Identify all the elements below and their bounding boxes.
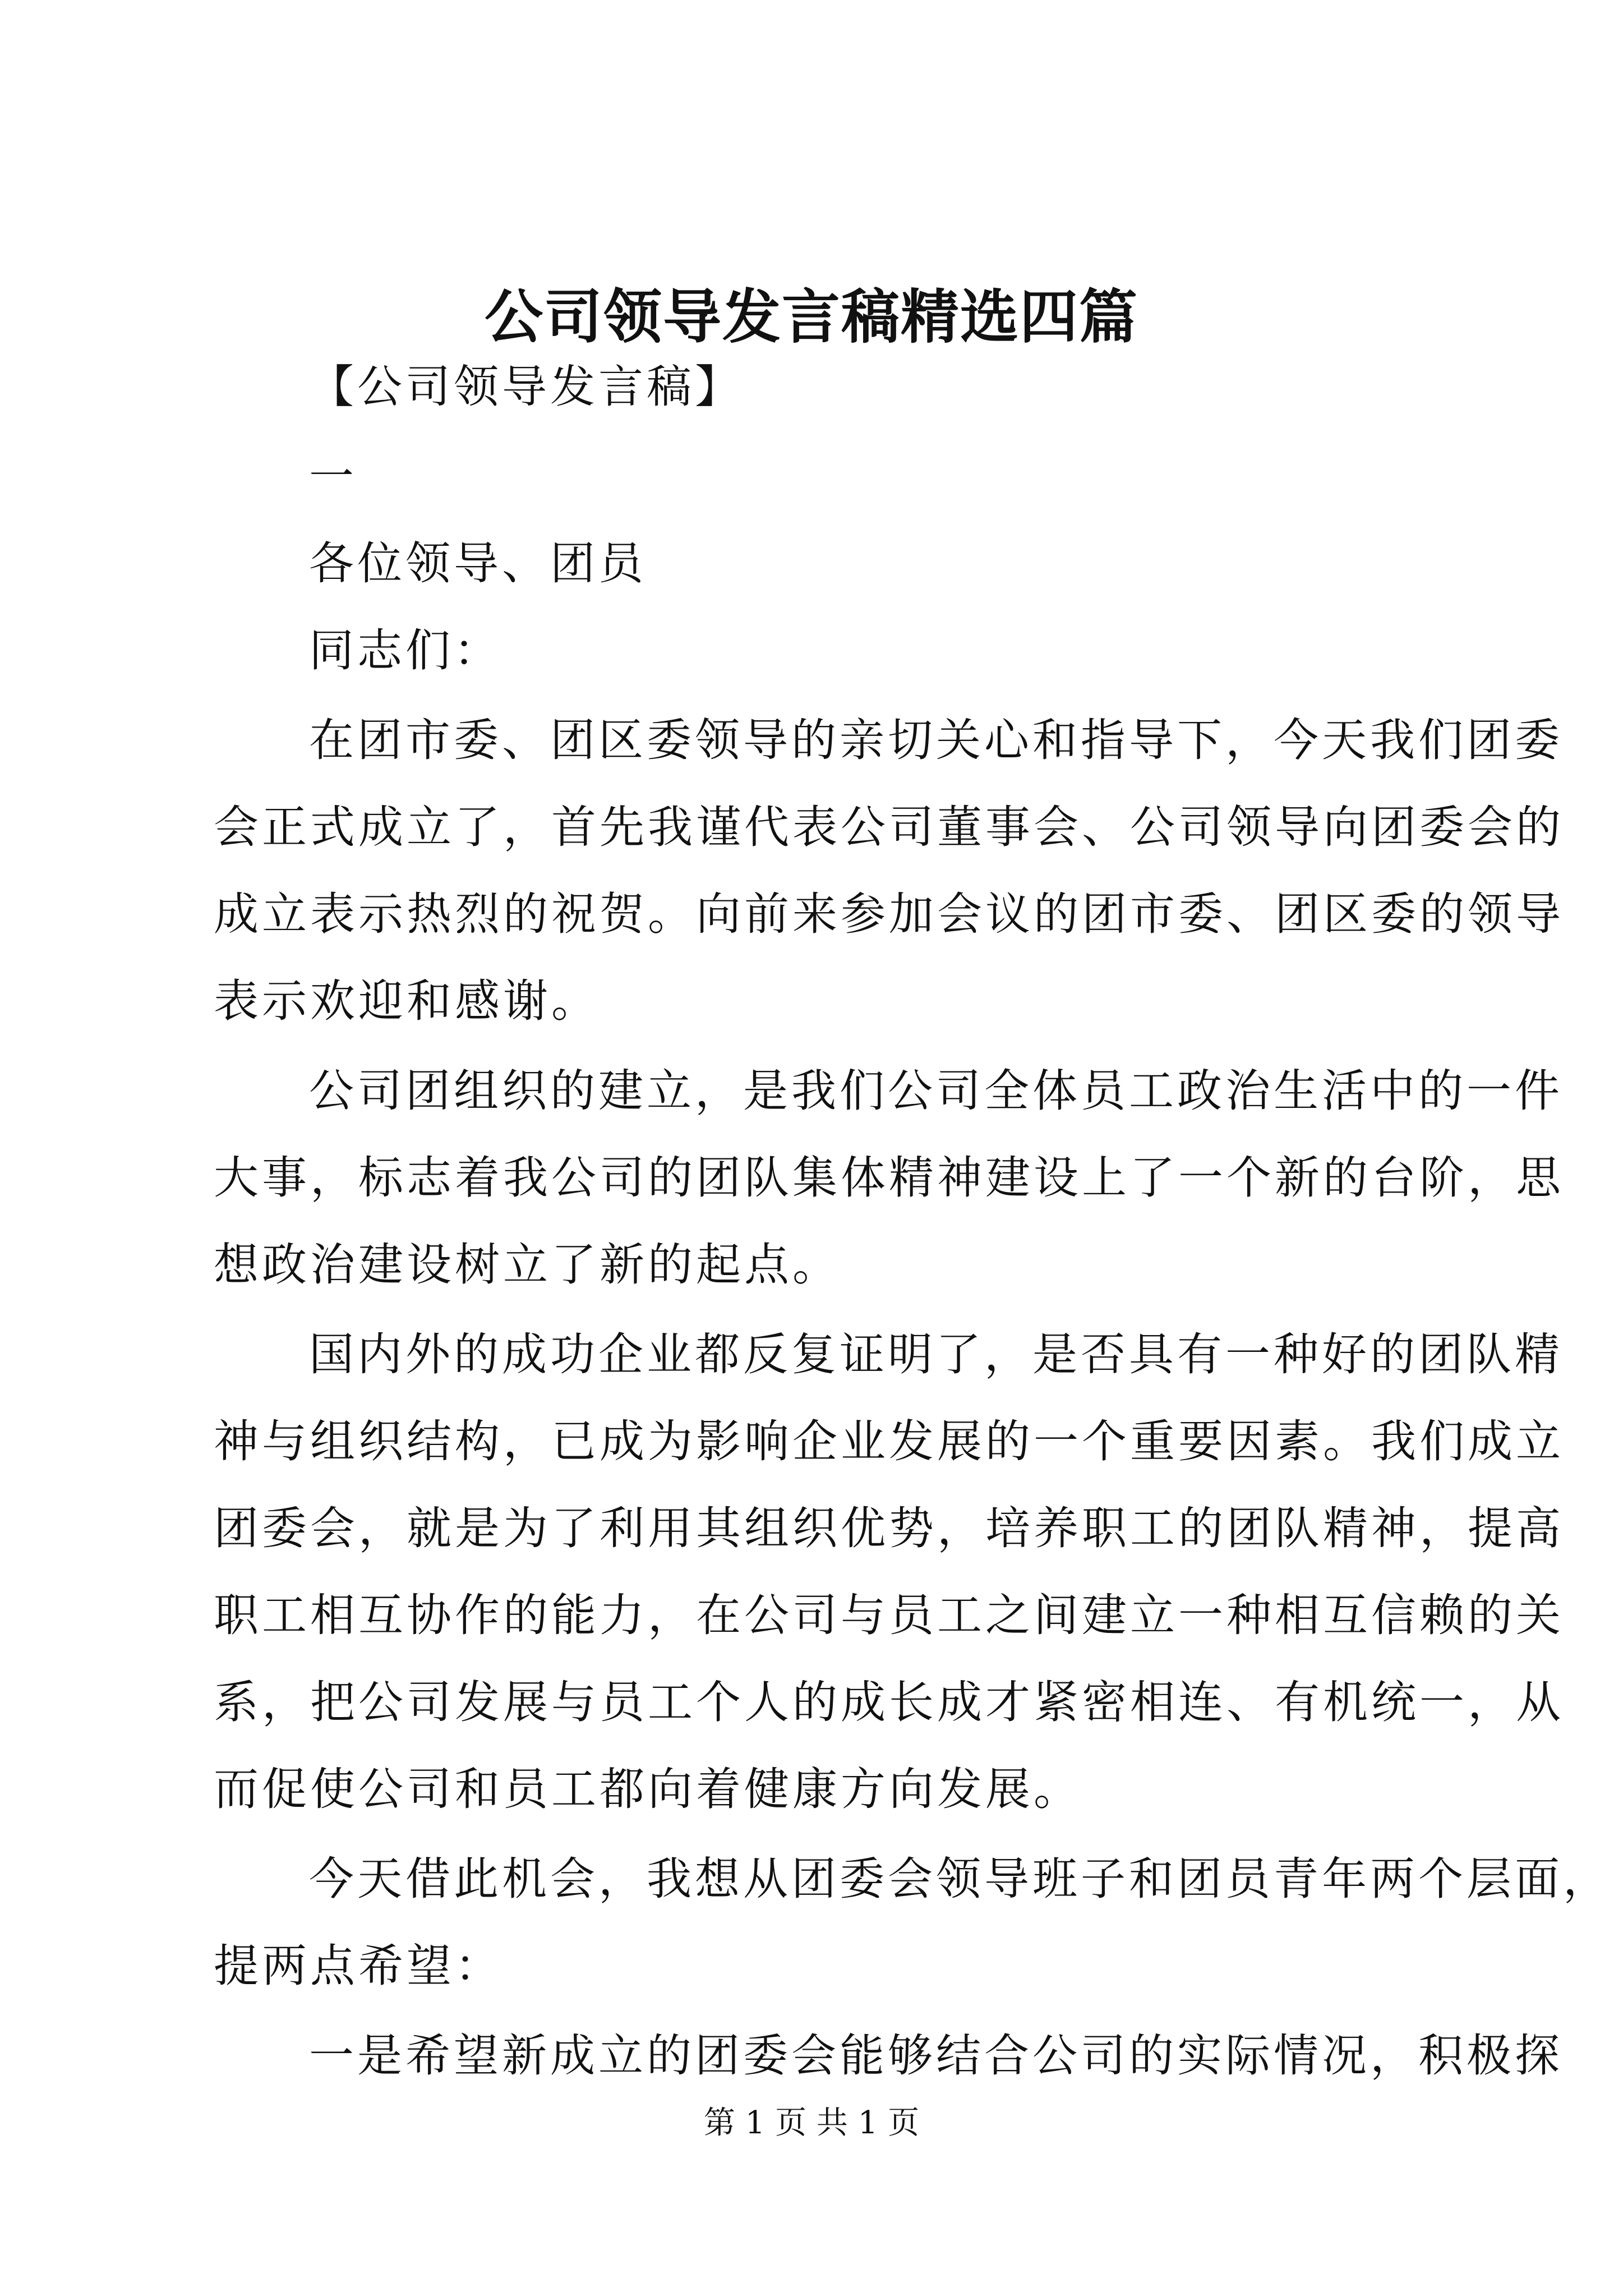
document-title: 公司领导发言稿精选四篇 <box>484 282 1138 351</box>
paragraph-line: 系，把公司发展与员工个人的成长成才紧密相连、有机统一，从 <box>214 1676 1564 1728</box>
paragraph-line: 今天借此机会，我想从团委会领导班子和团员青年两个层面， <box>309 1853 1611 1905</box>
paragraph-line: 成立表示热烈的祝贺。向前来参加会议的团市委、团区委的领导 <box>214 888 1564 940</box>
paragraph-line: 一是希望新成立的团委会能够结合公司的实际情况，积极探 <box>309 2030 1563 2082</box>
salutation-line: 同志们： <box>309 624 502 677</box>
section-heading: 【公司领导发言稿】 <box>309 361 743 413</box>
paragraph-line: 想政治建设树立了新的起点。 <box>214 1239 841 1291</box>
section-number: 一 <box>309 450 357 503</box>
paragraph-line: 团委会，就是为了利用其组织优势，培养职工的团队精神，提高 <box>214 1502 1564 1554</box>
paragraph-line: 公司团组织的建立，是我们公司全体员工政治生活中的一件 <box>309 1065 1563 1117</box>
paragraph-line: 提两点希望： <box>214 1940 503 1992</box>
paragraph-line: 神与组织结构，已成为影响企业发展的一个重要因素。我们成立 <box>214 1415 1564 1467</box>
salutation-line: 各位领导、团员 <box>309 537 647 590</box>
paragraph-line: 国内外的成功企业都反复证明了，是否具有一种好的团队精 <box>309 1328 1563 1381</box>
paragraph-line: 会正式成立了，首先我谨代表公司董事会、公司领导向团委会的 <box>214 801 1564 853</box>
paragraph-line: 职工相互协作的能力，在公司与员工之间建立一种相互信赖的关 <box>214 1589 1564 1641</box>
page-footer: 第 1 页 共 1 页 <box>703 2105 920 2141</box>
paragraph-line: 大事，标志着我公司的团队集体精神建设上了一个新的台阶，思 <box>214 1152 1564 1204</box>
paragraph-line: 而促使公司和员工都向着健康方向发展。 <box>214 1763 1082 1815</box>
paragraph-line: 在团市委、团区委领导的亲切关心和指导下，今天我们团委 <box>309 714 1563 766</box>
paragraph-line: 表示欢迎和感谢。 <box>214 975 600 1027</box>
